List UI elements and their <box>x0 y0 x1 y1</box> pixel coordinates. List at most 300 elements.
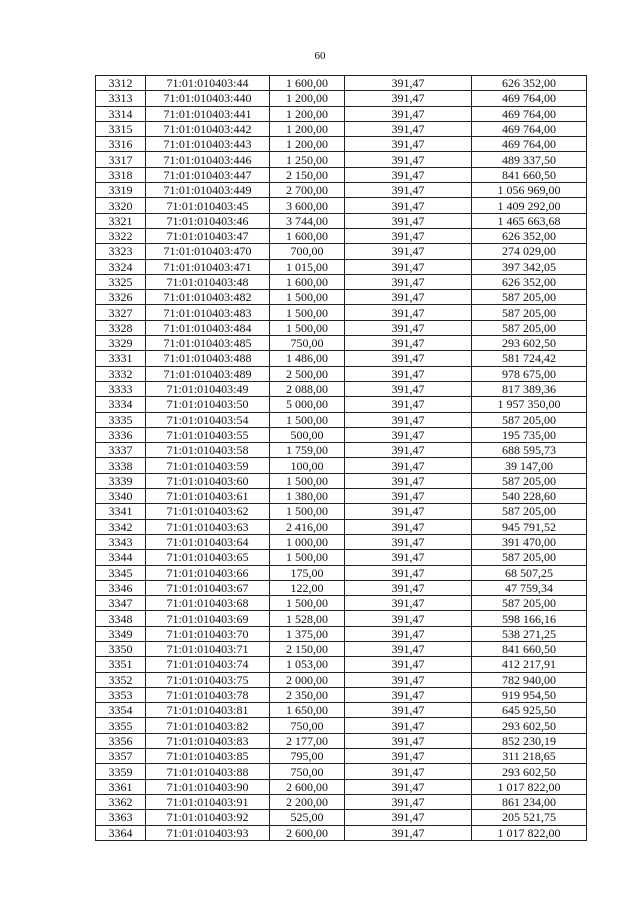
cadastral-value-cell: 817 389,36 <box>472 381 587 396</box>
cadastral-value-cell: 195 735,00 <box>472 427 587 442</box>
area-cell: 1 600,00 <box>270 274 345 289</box>
cadastral-value-cell: 852 230,19 <box>472 733 587 748</box>
area-cell: 1 500,00 <box>270 596 345 611</box>
table-row <box>96 121 587 136</box>
cadastral-number-cell: 71:01:010403:49 <box>146 381 270 396</box>
specific-value-cell: 391,47 <box>345 794 472 809</box>
specific-value-cell: 391,47 <box>345 106 472 121</box>
cadastral-number-cell: 71:01:010403:58 <box>146 443 270 458</box>
row-number-cell: 3362 <box>96 794 146 809</box>
cadastral-number-cell: 71:01:010403:440 <box>146 91 270 106</box>
row-number-cell: 3332 <box>96 366 146 381</box>
area-cell: 1 650,00 <box>270 703 345 718</box>
cadastral-number-cell: 71:01:010403:488 <box>146 351 270 366</box>
cadastral-number-cell: 71:01:010403:471 <box>146 259 270 274</box>
cadastral-value-cell: 205 521,75 <box>472 810 587 825</box>
cadastral-number-cell: 71:01:010403:482 <box>146 290 270 305</box>
cadastral-number-cell: 71:01:010403:60 <box>146 473 270 488</box>
cadastral-value-cell: 1 017 822,00 <box>472 779 587 794</box>
area-cell: 2 500,00 <box>270 366 345 381</box>
cadastral-value-table <box>95 75 587 841</box>
specific-value-cell: 391,47 <box>345 626 472 641</box>
specific-value-cell: 391,47 <box>345 672 472 687</box>
cadastral-value-cell: 587 205,00 <box>472 550 587 565</box>
cadastral-number-cell: 71:01:010403:484 <box>146 320 270 335</box>
table-row <box>96 733 587 748</box>
area-cell: 5 000,00 <box>270 397 345 412</box>
row-number-cell: 3321 <box>96 213 146 228</box>
table-body <box>96 76 587 841</box>
specific-value-cell: 391,47 <box>345 443 472 458</box>
cadastral-number-cell: 71:01:010403:93 <box>146 825 270 840</box>
cadastral-value-cell: 841 660,50 <box>472 167 587 182</box>
row-number-cell: 3316 <box>96 137 146 152</box>
area-cell: 500,00 <box>270 427 345 442</box>
cadastral-number-cell: 71:01:010403:64 <box>146 534 270 549</box>
table-row <box>96 504 587 519</box>
area-cell: 175,00 <box>270 565 345 580</box>
area-cell: 2 700,00 <box>270 183 345 198</box>
table-row <box>96 534 587 549</box>
specific-value-cell: 391,47 <box>345 76 472 91</box>
specific-value-cell: 391,47 <box>345 228 472 243</box>
row-number-cell: 3312 <box>96 76 146 91</box>
area-cell: 2 416,00 <box>270 519 345 534</box>
table-row <box>96 320 587 335</box>
table-row <box>96 167 587 182</box>
specific-value-cell: 391,47 <box>345 121 472 136</box>
cadastral-number-cell: 71:01:010403:59 <box>146 458 270 473</box>
row-number-cell: 3336 <box>96 427 146 442</box>
area-cell: 700,00 <box>270 244 345 259</box>
table-row <box>96 244 587 259</box>
cadastral-number-cell: 71:01:010403:48 <box>146 274 270 289</box>
cadastral-value-cell: 538 271,25 <box>472 626 587 641</box>
area-cell: 750,00 <box>270 764 345 779</box>
row-number-cell: 3352 <box>96 672 146 687</box>
area-cell: 2 088,00 <box>270 381 345 396</box>
area-cell: 2 200,00 <box>270 794 345 809</box>
row-number-cell: 3320 <box>96 198 146 213</box>
table-row <box>96 412 587 427</box>
table-row <box>96 228 587 243</box>
table-row <box>96 749 587 764</box>
cadastral-value-cell: 945 791,52 <box>472 519 587 534</box>
cadastral-number-cell: 71:01:010403:69 <box>146 611 270 626</box>
table-row <box>96 718 587 733</box>
cadastral-number-cell: 71:01:010403:82 <box>146 718 270 733</box>
row-number-cell: 3353 <box>96 687 146 702</box>
specific-value-cell: 391,47 <box>345 550 472 565</box>
table-row <box>96 290 587 305</box>
cadastral-value-cell: 626 352,00 <box>472 274 587 289</box>
area-cell: 525,00 <box>270 810 345 825</box>
cadastral-value-cell: 489 337,50 <box>472 152 587 167</box>
cadastral-number-cell: 71:01:010403:91 <box>146 794 270 809</box>
row-number-cell: 3314 <box>96 106 146 121</box>
table-row <box>96 580 587 595</box>
cadastral-value-cell: 1 017 822,00 <box>472 825 587 840</box>
cadastral-number-cell: 71:01:010403:441 <box>146 106 270 121</box>
specific-value-cell: 391,47 <box>345 703 472 718</box>
cadastral-number-cell: 71:01:010403:45 <box>146 198 270 213</box>
table-row <box>96 213 587 228</box>
row-number-cell: 3350 <box>96 641 146 656</box>
cadastral-value-cell: 782 940,00 <box>472 672 587 687</box>
specific-value-cell: 391,47 <box>345 504 472 519</box>
specific-value-cell: 391,47 <box>345 381 472 396</box>
cadastral-value-cell: 1 056 969,00 <box>472 183 587 198</box>
table-row <box>96 519 587 534</box>
specific-value-cell: 391,47 <box>345 167 472 182</box>
area-cell: 100,00 <box>270 458 345 473</box>
cadastral-value-cell: 469 764,00 <box>472 137 587 152</box>
table-row <box>96 703 587 718</box>
specific-value-cell: 391,47 <box>345 473 472 488</box>
cadastral-number-cell: 71:01:010403:61 <box>146 489 270 504</box>
table-row <box>96 366 587 381</box>
row-number-cell: 3357 <box>96 749 146 764</box>
area-cell: 122,00 <box>270 580 345 595</box>
cadastral-number-cell: 71:01:010403:78 <box>146 687 270 702</box>
cadastral-number-cell: 71:01:010403:46 <box>146 213 270 228</box>
table-row <box>96 183 587 198</box>
area-cell: 1 000,00 <box>270 534 345 549</box>
cadastral-value-cell: 293 602,50 <box>472 718 587 733</box>
table-row <box>96 305 587 320</box>
table-row <box>96 198 587 213</box>
table-row <box>96 351 587 366</box>
row-number-cell: 3334 <box>96 397 146 412</box>
cadastral-number-cell: 71:01:010403:67 <box>146 580 270 595</box>
specific-value-cell: 391,47 <box>345 213 472 228</box>
table-row <box>96 152 587 167</box>
row-number-cell: 3324 <box>96 259 146 274</box>
cadastral-number-cell: 71:01:010403:62 <box>146 504 270 519</box>
row-number-cell: 3364 <box>96 825 146 840</box>
cadastral-value-cell: 540 228,60 <box>472 489 587 504</box>
area-cell: 2 600,00 <box>270 825 345 840</box>
cadastral-value-cell: 39 147,00 <box>472 458 587 473</box>
specific-value-cell: 391,47 <box>345 489 472 504</box>
cadastral-value-cell: 311 218,65 <box>472 749 587 764</box>
cadastral-number-cell: 71:01:010403:83 <box>146 733 270 748</box>
cadastral-number-cell: 71:01:010403:483 <box>146 305 270 320</box>
table-row <box>96 657 587 672</box>
table-row <box>96 779 587 794</box>
cadastral-value-cell: 293 602,50 <box>472 336 587 351</box>
cadastral-value-cell: 861 234,00 <box>472 794 587 809</box>
specific-value-cell: 391,47 <box>345 810 472 825</box>
row-number-cell: 3322 <box>96 228 146 243</box>
area-cell: 3 744,00 <box>270 213 345 228</box>
area-cell: 2 150,00 <box>270 641 345 656</box>
specific-value-cell: 391,47 <box>345 152 472 167</box>
cadastral-value-cell: 469 764,00 <box>472 121 587 136</box>
table-row <box>96 76 587 91</box>
cadastral-number-cell: 71:01:010403:54 <box>146 412 270 427</box>
specific-value-cell: 391,47 <box>345 641 472 656</box>
specific-value-cell: 391,47 <box>345 366 472 381</box>
specific-value-cell: 391,47 <box>345 198 472 213</box>
table-row <box>96 259 587 274</box>
row-number-cell: 3363 <box>96 810 146 825</box>
cadastral-number-cell: 71:01:010403:63 <box>146 519 270 534</box>
area-cell: 1 200,00 <box>270 106 345 121</box>
cadastral-number-cell: 71:01:010403:55 <box>146 427 270 442</box>
specific-value-cell: 391,47 <box>345 519 472 534</box>
page-number: 60 <box>314 50 326 62</box>
specific-value-cell: 391,47 <box>345 718 472 733</box>
row-number-cell: 3329 <box>96 336 146 351</box>
area-cell: 1 500,00 <box>270 550 345 565</box>
cadastral-number-cell: 71:01:010403:65 <box>146 550 270 565</box>
row-number-cell: 3319 <box>96 183 146 198</box>
cadastral-value-cell: 587 205,00 <box>472 320 587 335</box>
area-cell: 1 500,00 <box>270 305 345 320</box>
specific-value-cell: 391,47 <box>345 305 472 320</box>
cadastral-value-cell: 469 764,00 <box>472 106 587 121</box>
area-cell: 1 500,00 <box>270 290 345 305</box>
area-cell: 1 200,00 <box>270 121 345 136</box>
specific-value-cell: 391,47 <box>345 412 472 427</box>
area-cell: 795,00 <box>270 749 345 764</box>
cadastral-value-cell: 978 675,00 <box>472 366 587 381</box>
row-number-cell: 3338 <box>96 458 146 473</box>
row-number-cell: 3341 <box>96 504 146 519</box>
area-cell: 1 375,00 <box>270 626 345 641</box>
specific-value-cell: 391,47 <box>345 458 472 473</box>
cadastral-number-cell: 71:01:010403:92 <box>146 810 270 825</box>
cadastral-number-cell: 71:01:010403:489 <box>146 366 270 381</box>
cadastral-number-cell: 71:01:010403:75 <box>146 672 270 687</box>
specific-value-cell: 391,47 <box>345 183 472 198</box>
specific-value-cell: 391,47 <box>345 749 472 764</box>
specific-value-cell: 391,47 <box>345 91 472 106</box>
table-row <box>96 489 587 504</box>
cadastral-value-cell: 1 465 663,68 <box>472 213 587 228</box>
area-cell: 1 500,00 <box>270 473 345 488</box>
row-number-cell: 3327 <box>96 305 146 320</box>
cadastral-value-cell: 645 925,50 <box>472 703 587 718</box>
area-cell: 1 759,00 <box>270 443 345 458</box>
cadastral-value-cell: 919 954,50 <box>472 687 587 702</box>
row-number-cell: 3333 <box>96 381 146 396</box>
cadastral-value-cell: 391 470,00 <box>472 534 587 549</box>
specific-value-cell: 391,47 <box>345 779 472 794</box>
cadastral-number-cell: 71:01:010403:74 <box>146 657 270 672</box>
cadastral-number-cell: 71:01:010403:485 <box>146 336 270 351</box>
row-number-cell: 3351 <box>96 657 146 672</box>
row-number-cell: 3355 <box>96 718 146 733</box>
specific-value-cell: 391,47 <box>345 565 472 580</box>
table-row <box>96 106 587 121</box>
cadastral-number-cell: 71:01:010403:44 <box>146 76 270 91</box>
area-cell: 2 600,00 <box>270 779 345 794</box>
cadastral-value-cell: 587 205,00 <box>472 290 587 305</box>
row-number-cell: 3337 <box>96 443 146 458</box>
table-row <box>96 641 587 656</box>
table-row <box>96 810 587 825</box>
table-row <box>96 764 587 779</box>
row-number-cell: 3317 <box>96 152 146 167</box>
cadastral-number-cell: 71:01:010403:449 <box>146 183 270 198</box>
area-cell: 1 500,00 <box>270 412 345 427</box>
specific-value-cell: 391,47 <box>345 825 472 840</box>
row-number-cell: 3343 <box>96 534 146 549</box>
area-cell: 2 000,00 <box>270 672 345 687</box>
row-number-cell: 3313 <box>96 91 146 106</box>
row-number-cell: 3326 <box>96 290 146 305</box>
row-number-cell: 3340 <box>96 489 146 504</box>
table-row <box>96 825 587 840</box>
area-cell: 1 486,00 <box>270 351 345 366</box>
specific-value-cell: 391,47 <box>345 611 472 626</box>
row-number-cell: 3342 <box>96 519 146 534</box>
specific-value-cell: 391,47 <box>345 137 472 152</box>
specific-value-cell: 391,47 <box>345 397 472 412</box>
table-row <box>96 397 587 412</box>
table-row <box>96 611 587 626</box>
cadastral-value-cell: 587 205,00 <box>472 473 587 488</box>
cadastral-value-cell: 274 029,00 <box>472 244 587 259</box>
row-number-cell: 3339 <box>96 473 146 488</box>
area-cell: 1 600,00 <box>270 228 345 243</box>
cadastral-number-cell: 71:01:010403:88 <box>146 764 270 779</box>
specific-value-cell: 391,47 <box>345 259 472 274</box>
row-number-cell: 3345 <box>96 565 146 580</box>
cadastral-value-cell: 688 595,73 <box>472 443 587 458</box>
table-row <box>96 427 587 442</box>
cadastral-number-cell: 71:01:010403:68 <box>146 596 270 611</box>
table-row <box>96 274 587 289</box>
table-row <box>96 565 587 580</box>
cadastral-value-cell: 587 205,00 <box>472 596 587 611</box>
area-cell: 2 350,00 <box>270 687 345 702</box>
row-number-cell: 3328 <box>96 320 146 335</box>
cadastral-value-cell: 1 409 292,00 <box>472 198 587 213</box>
cadastral-number-cell: 71:01:010403:66 <box>146 565 270 580</box>
cadastral-value-cell: 1 957 350,00 <box>472 397 587 412</box>
table-row <box>96 550 587 565</box>
specific-value-cell: 391,47 <box>345 580 472 595</box>
row-number-cell: 3346 <box>96 580 146 595</box>
specific-value-cell: 391,47 <box>345 427 472 442</box>
table-row <box>96 91 587 106</box>
cadastral-value-cell: 469 764,00 <box>472 91 587 106</box>
cadastral-value-cell: 841 660,50 <box>472 641 587 656</box>
cadastral-number-cell: 71:01:010403:50 <box>146 397 270 412</box>
row-number-cell: 3323 <box>96 244 146 259</box>
cadastral-number-cell: 71:01:010403:442 <box>146 121 270 136</box>
row-number-cell: 3356 <box>96 733 146 748</box>
area-cell: 750,00 <box>270 336 345 351</box>
cadastral-number-cell: 71:01:010403:85 <box>146 749 270 764</box>
cadastral-number-cell: 71:01:010403:47 <box>146 228 270 243</box>
area-cell: 750,00 <box>270 718 345 733</box>
area-cell: 1 528,00 <box>270 611 345 626</box>
table-row <box>96 596 587 611</box>
row-number-cell: 3318 <box>96 167 146 182</box>
area-cell: 1 015,00 <box>270 259 345 274</box>
specific-value-cell: 391,47 <box>345 290 472 305</box>
table-row <box>96 626 587 641</box>
row-number-cell: 3325 <box>96 274 146 289</box>
cadastral-number-cell: 71:01:010403:71 <box>146 641 270 656</box>
area-cell: 1 500,00 <box>270 504 345 519</box>
cadastral-value-cell: 587 205,00 <box>472 412 587 427</box>
cadastral-value-cell: 598 166,16 <box>472 611 587 626</box>
table-row <box>96 794 587 809</box>
area-cell: 1 250,00 <box>270 152 345 167</box>
table-row <box>96 381 587 396</box>
row-number-cell: 3335 <box>96 412 146 427</box>
cadastral-number-cell: 71:01:010403:81 <box>146 703 270 718</box>
cadastral-number-cell: 71:01:010403:446 <box>146 152 270 167</box>
specific-value-cell: 391,47 <box>345 733 472 748</box>
table-row <box>96 137 587 152</box>
cadastral-number-cell: 71:01:010403:90 <box>146 779 270 794</box>
area-cell: 1 380,00 <box>270 489 345 504</box>
area-cell: 1 500,00 <box>270 320 345 335</box>
cadastral-value-cell: 587 205,00 <box>472 305 587 320</box>
cadastral-value-cell: 626 352,00 <box>472 228 587 243</box>
row-number-cell: 3361 <box>96 779 146 794</box>
cadastral-number-cell: 71:01:010403:470 <box>146 244 270 259</box>
area-cell: 1 600,00 <box>270 76 345 91</box>
specific-value-cell: 391,47 <box>345 534 472 549</box>
cadastral-number-cell: 71:01:010403:447 <box>146 167 270 182</box>
table-row <box>96 473 587 488</box>
area-cell: 1 053,00 <box>270 657 345 672</box>
specific-value-cell: 391,47 <box>345 351 472 366</box>
cadastral-value-cell: 626 352,00 <box>472 76 587 91</box>
table-row <box>96 443 587 458</box>
row-number-cell: 3331 <box>96 351 146 366</box>
area-cell: 1 200,00 <box>270 91 345 106</box>
cadastral-value-cell: 293 602,50 <box>472 764 587 779</box>
row-number-cell: 3347 <box>96 596 146 611</box>
area-cell: 1 200,00 <box>270 137 345 152</box>
specific-value-cell: 391,47 <box>345 657 472 672</box>
cadastral-value-cell: 47 759,34 <box>472 580 587 595</box>
area-cell: 2 177,00 <box>270 733 345 748</box>
cadastral-value-cell: 397 342,05 <box>472 259 587 274</box>
specific-value-cell: 391,47 <box>345 596 472 611</box>
cadastral-value-cell: 412 217,91 <box>472 657 587 672</box>
row-number-cell: 3315 <box>96 121 146 136</box>
table-row <box>96 336 587 351</box>
cadastral-value-cell: 581 724,42 <box>472 351 587 366</box>
specific-value-cell: 391,47 <box>345 336 472 351</box>
area-cell: 3 600,00 <box>270 198 345 213</box>
row-number-cell: 3354 <box>96 703 146 718</box>
row-number-cell: 3348 <box>96 611 146 626</box>
table-row <box>96 687 587 702</box>
specific-value-cell: 391,47 <box>345 764 472 779</box>
table-row <box>96 672 587 687</box>
row-number-cell: 3349 <box>96 626 146 641</box>
specific-value-cell: 391,47 <box>345 687 472 702</box>
cadastral-value-cell: 587 205,00 <box>472 504 587 519</box>
cadastral-value-cell: 68 507,25 <box>472 565 587 580</box>
specific-value-cell: 391,47 <box>345 274 472 289</box>
row-number-cell: 3359 <box>96 764 146 779</box>
specific-value-cell: 391,47 <box>345 320 472 335</box>
specific-value-cell: 391,47 <box>345 244 472 259</box>
area-cell: 2 150,00 <box>270 167 345 182</box>
cadastral-number-cell: 71:01:010403:443 <box>146 137 270 152</box>
